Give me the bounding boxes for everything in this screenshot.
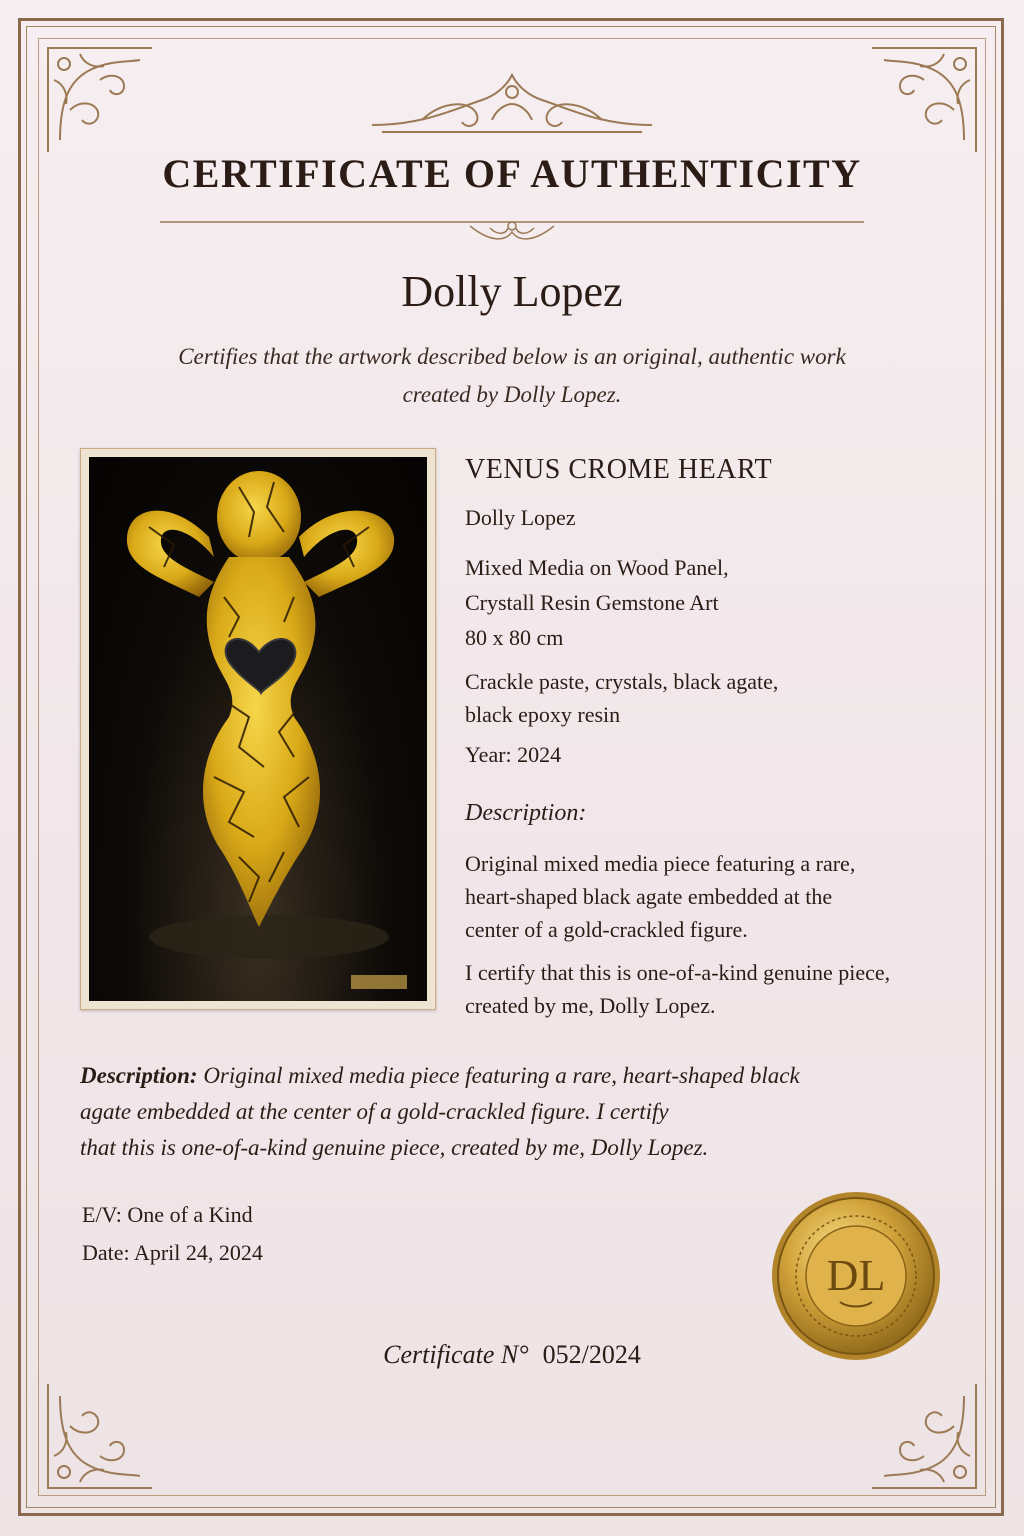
edition-info: E/V: One of a Kind	[82, 1202, 253, 1227]
certify-line: I certify that this is one-of-a-kind genuine piece,	[465, 960, 891, 985]
description-line: center of a gold-crackled figure.	[465, 917, 748, 942]
bottom-description-line: that this is one-of-a-kind genuine piece, created by me, Dolly Lopez.	[80, 1135, 709, 1160]
bottom-description-label: Description:	[80, 1063, 198, 1088]
artwork-medium-line: Mixed Media on Wood Panel,	[465, 555, 729, 580]
certificate-title: CERTIFICATE OF AUTHENTICITY	[162, 151, 862, 196]
bottom-description-text: Original mixed media piece featuring a rare, heart-shaped black	[197, 1063, 800, 1088]
bottom-description	[80, 1058, 960, 1166]
artwork-size: 80 x 80 cm	[465, 625, 564, 650]
date-info: Date: April 24, 2024	[82, 1240, 263, 1265]
corner-ornament-bottom-left	[40, 1376, 160, 1496]
certificate-number-label: Certificate N°	[383, 1340, 529, 1369]
artwork-medium-line: Crystall Resin Gemstone Art	[465, 590, 719, 615]
bottom-description-line: agate embedded at the center of a gold-crackled figure. I certify	[80, 1099, 669, 1124]
artwork-artist: Dolly Lopez	[465, 505, 576, 530]
artwork-title: VENUS CROME HEART	[465, 454, 773, 485]
artwork-materials-line: black epoxy resin	[465, 702, 621, 727]
intro-line: Certifies that the artwork described below is an original, authentic work	[178, 344, 846, 369]
artwork-year: Year: 2024	[465, 742, 562, 767]
artwork-materials-line: Crackle paste, crystals, black agate,	[465, 669, 779, 694]
intro-line: created by Dolly Lopez.	[402, 382, 622, 407]
artwork-image-frame	[80, 448, 436, 1010]
certify-line: created by me, Dolly Lopez.	[465, 993, 716, 1018]
top-flourish-ornament	[362, 70, 662, 140]
seal-monogram: DL	[826, 1251, 886, 1300]
artwork-image	[89, 457, 427, 1001]
certificate-number-value: 052/2024	[542, 1340, 641, 1369]
bottom-description-line	[80, 1058, 960, 1094]
corner-ornament-top-right	[864, 40, 984, 160]
title-divider-ornament	[160, 212, 864, 248]
description-heading: Description:	[465, 800, 587, 826]
intro-statement	[90, 338, 934, 414]
description-line: Original mixed media piece featuring a rare,	[465, 851, 856, 876]
description-line: heart-shaped black agate embedded at the	[465, 884, 833, 909]
artist-name-heading: Dolly Lopez	[401, 267, 623, 316]
gold-seal-emblem	[770, 1190, 942, 1362]
corner-ornament-bottom-right	[864, 1376, 984, 1496]
corner-ornament-top-left	[40, 40, 160, 160]
